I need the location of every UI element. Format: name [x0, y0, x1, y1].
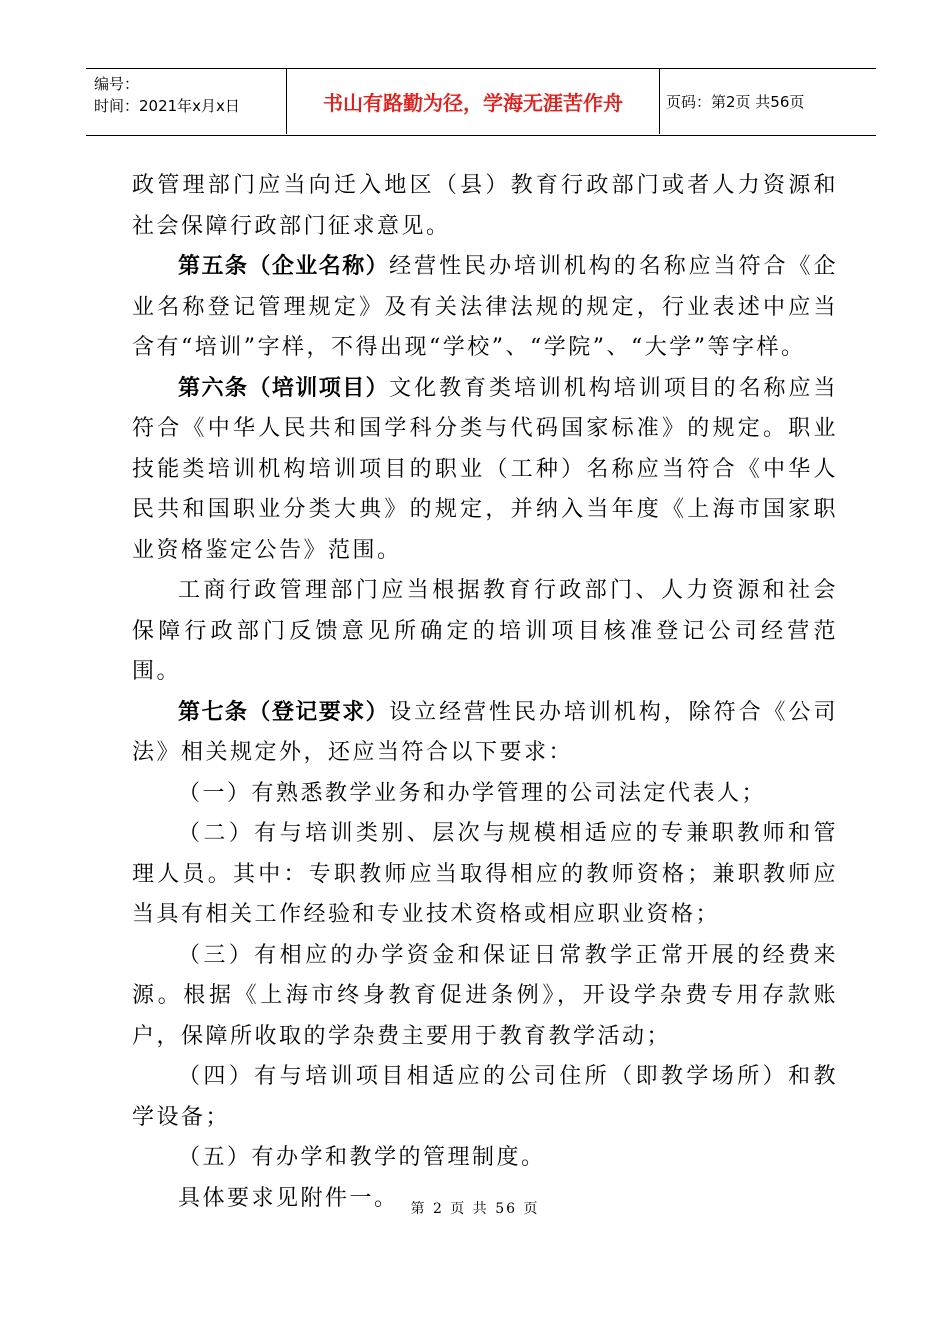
article-7 [132, 693, 838, 774]
article-6-title: 第六条（培训项目） [178, 375, 390, 401]
requirement-item-4: （四）有与培训项目相适应的公司住所（即教学场所）和教学设备； [132, 1064, 838, 1130]
paragraph-business-scope: 工商行政管理部门应当根据教育行政部门、人力资源和社会保障行政部门反馈意见所确定的培训项目核准登记公司经营范围。 [132, 578, 838, 684]
document-body [132, 166, 838, 1219]
page-footer: 第 2 页 共 56 页 [410, 1201, 540, 1217]
article-6-text: 文化教育类培训机构培训项目的名称应当符合《中华人民共和国学科分类与代码国家标准》的规定。职业技能类培训机构培训项目的职业（工种）名称应当符合《中华人民共和国职业分类大典》的规定，并纳入当年度《上海市国家职业资格鉴定公告》范围。 [132, 375, 838, 563]
requirement-item-2: （二）有与培训类别、层次与规模相适应的专兼职教师和管理人员。其中：专职教师应当取得相应的教师资格；兼职教师应当具有相关工作经验和专业技术资格或相应职业资格； [132, 821, 838, 927]
article-5-title: 第五条（企业名称） [178, 254, 390, 279]
header-meta [94, 73, 289, 117]
article-6 [132, 369, 838, 572]
requirement-item-1: （一）有熟悉教学业务和办学管理的公司法定代表人； [178, 780, 767, 806]
paragraph-attachment-note: 具体要求见附件一。 [178, 1185, 399, 1211]
page-header [86, 68, 876, 136]
paragraph-continued: 政管理部门应当向迁入地区（县）教育行政部门或者人力资源和社会保障行政部门征求意见。 [132, 173, 838, 239]
header-motto: 书山有路勤为径，学海无涯苦作舟 [286, 69, 660, 134]
header-page-code: 页码：第2页 共56页 [666, 93, 805, 111]
doc-number-label: 编号： [94, 75, 140, 93]
requirement-item-5: （五）有办学和教学的管理制度。 [178, 1145, 546, 1170]
article-5-text: 经营性民办培训机构的名称应当符合《企业名称登记管理规定》及有关法律法规的规定，行业表述中应当含有“培训”字样，不得出现“学校”、“学院”、“大学”等字样。 [132, 254, 838, 360]
article-5 [132, 247, 838, 369]
time-label: 时间：2021年x月x日 [94, 97, 240, 115]
article-7-text: 设立经营性民办培训机构，除符合《公司法》相关规定外，还应当符合以下要求： [132, 699, 838, 765]
article-7-title: 第七条（登记要求） [178, 699, 390, 725]
requirement-item-3: （三）有相应的办学资金和保证日常教学正常开展的经费来源。根据《上海市终身教育促进条例》，开设学杂费专用存款账户，保障所收取的学杂费主要用于教育教学活动； [132, 942, 838, 1049]
